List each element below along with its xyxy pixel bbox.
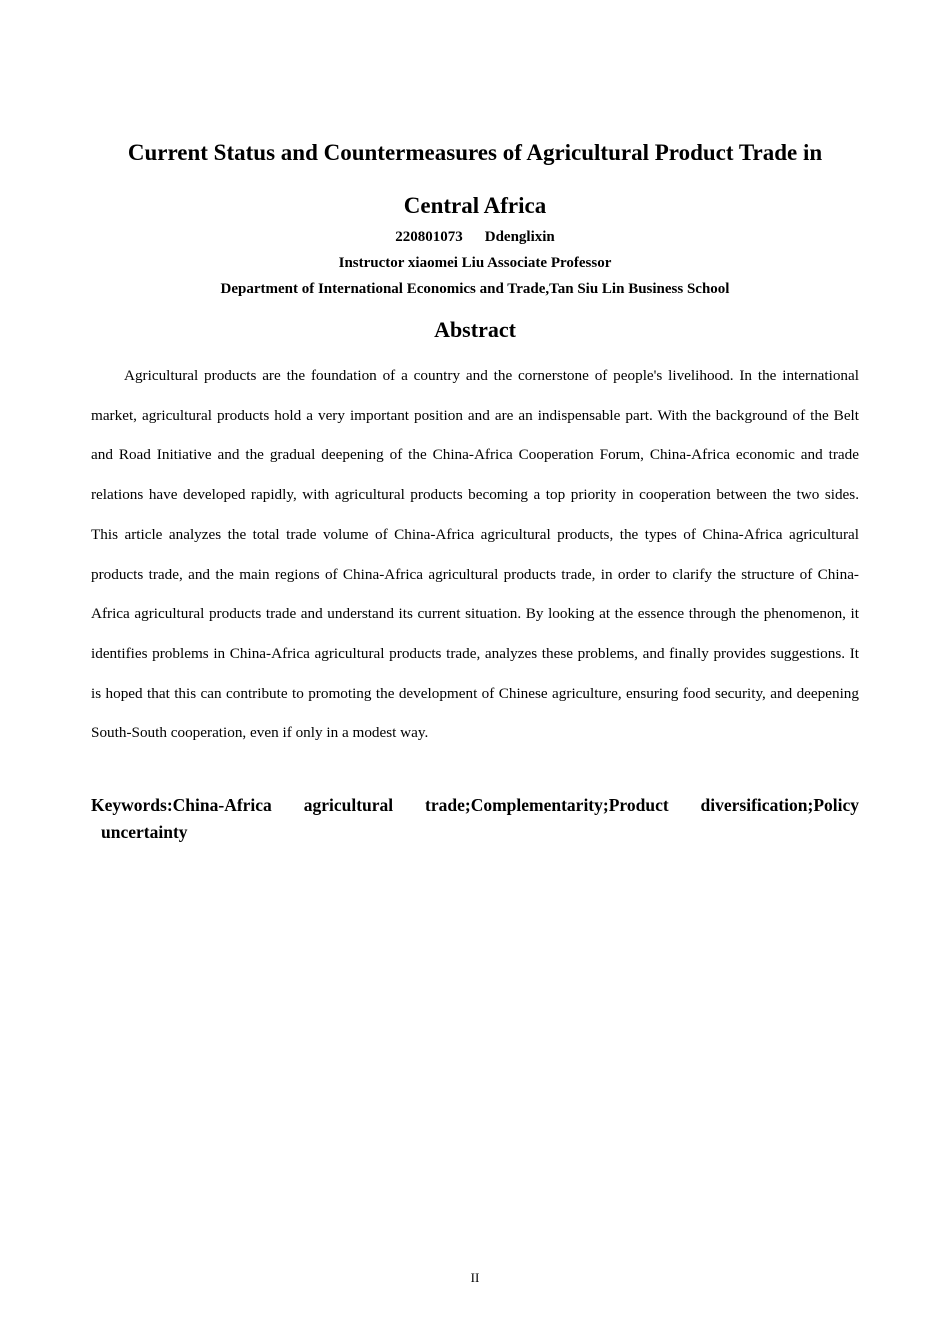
student-id: 220801073 [395, 229, 463, 245]
paper-title: Current Status and Countermeasures of Agricultural Product Trade in Central Africa [127, 140, 823, 218]
instructor-line: Instructor xiaomei Liu Associate Professor [338, 255, 612, 271]
author-line [90, 227, 860, 247]
author-name: Ddenglixin [484, 229, 555, 245]
page-number: II [470, 1270, 480, 1285]
department-line: Department of International Economics and Trade,Tan Siu Lin Business School [220, 281, 730, 297]
keywords: Keywords:China-Africa agricultural trade;Complementarity;Product diversification;Policy uncertainty [91, 795, 859, 842]
abstract-heading: Abstract [434, 317, 516, 342]
abstract-body: Agricultural products are the foundation of a country and the cornerstone of people's livelihood. In the international market, agricultural products hold a very important position and are an indispensable part. With the background of the Belt and Road Initiative and the gradual deepening of the China-Africa Cooperation Forum, China-Africa economic and trade relations have developed rapidly, with agricultural products becoming a top priority in cooperation between the two sides. This article analyzes the total trade volume of China-Africa agricultural products, the types of China-Africa agricultural products trade, and the main regions of China-Africa agricultural products trade, in order to clarify the structure of China-Africa agricultural products trade and understand its current situation. By looking at the essence through the phenomenon, it identifies problems in China-Africa agricultural products trade, analyzes these problems, and finally provides suggestions. It is hoped that this can contribute to promoting the development of Chinese agriculture, ensuring food security, and deepening South-South cooperation, even if only in a modest way. [91, 367, 859, 742]
